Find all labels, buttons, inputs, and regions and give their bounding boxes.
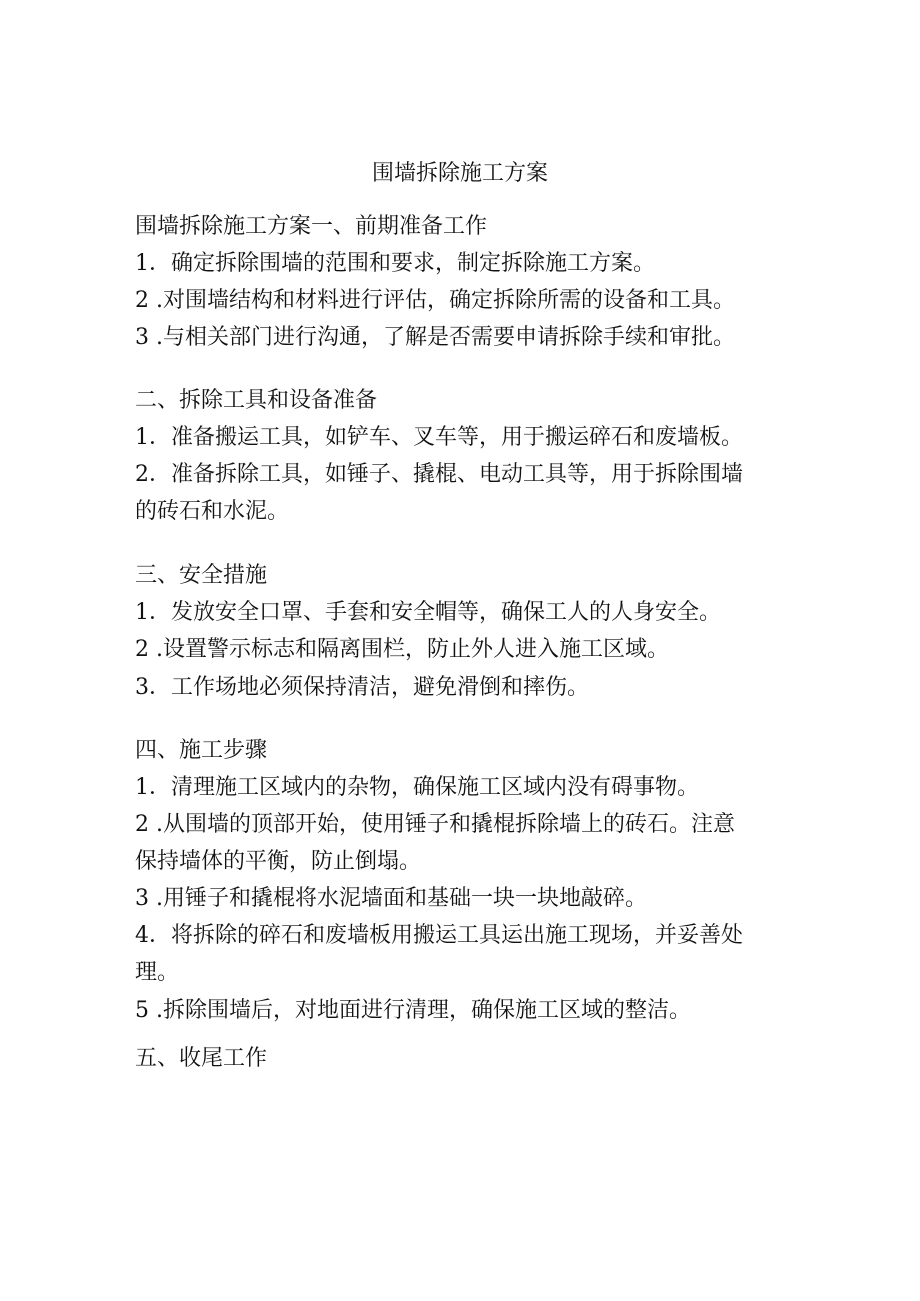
list-item: 2 .从围墙的顶部开始，使用锤子和撬棍拆除墙上的砖石。注意 [135, 812, 735, 837]
list-item: 4．将拆除的碎石和废墙板用搬运工具运出施工现场，并妥善处 [135, 923, 743, 948]
list-item: 1．发放安全口罩、手套和安全帽等，确保工人的人身安全。 [135, 600, 721, 625]
list-item: 1．确定拆除围墙的范围和要求，制定拆除施工方案。 [135, 251, 655, 276]
section-heading-4: 四、施工步骤 [135, 738, 268, 763]
list-item-continuation: 的砖石和水泥。 [135, 499, 290, 524]
list-item-continuation: 理。 [135, 960, 180, 985]
section-heading-1: 围墙拆除施工方案一、前期准备工作 [135, 214, 488, 239]
section-heading-5: 五、收尾工作 [135, 1046, 268, 1071]
list-item: 5 .拆除围墙后，对地面进行清理，确保施工区域的整洁。 [135, 998, 691, 1023]
list-item: 1．准备搬运工具，如铲车、叉车等，用于搬运碎石和废墙板。 [135, 425, 743, 450]
list-item: 1．清理施工区域内的杂物，确保施工区域内没有碍事物。 [135, 775, 699, 800]
list-item: 3 .用锤子和撬棍将水泥墙面和基础一块一块地敲碎。 [135, 886, 647, 911]
list-item: 2．准备拆除工具，如锤子、撬棍、电动工具等，用于拆除围墙 [135, 462, 743, 487]
list-item-continuation: 保持墙体的平衡，防止倒塌。 [135, 849, 422, 874]
section-heading-2: 二、拆除工具和设备准备 [135, 388, 378, 413]
list-item: 3 .与相关部门进行沟通，了解是否需要申请拆除手续和审批。 [135, 325, 735, 350]
list-item: 2 .对围墙结构和材料进行评估，确定拆除所需的设备和工具。 [135, 288, 735, 313]
section-heading-3: 三、安全措施 [135, 563, 268, 588]
list-item: 2 .设置警示标志和隔离围栏，防止外人进入施工区域。 [135, 637, 669, 662]
document-title: 围墙拆除施工方案 [371, 161, 548, 186]
list-item: 3．工作场地必须保持清洁，避免滑倒和摔伤。 [135, 675, 589, 700]
